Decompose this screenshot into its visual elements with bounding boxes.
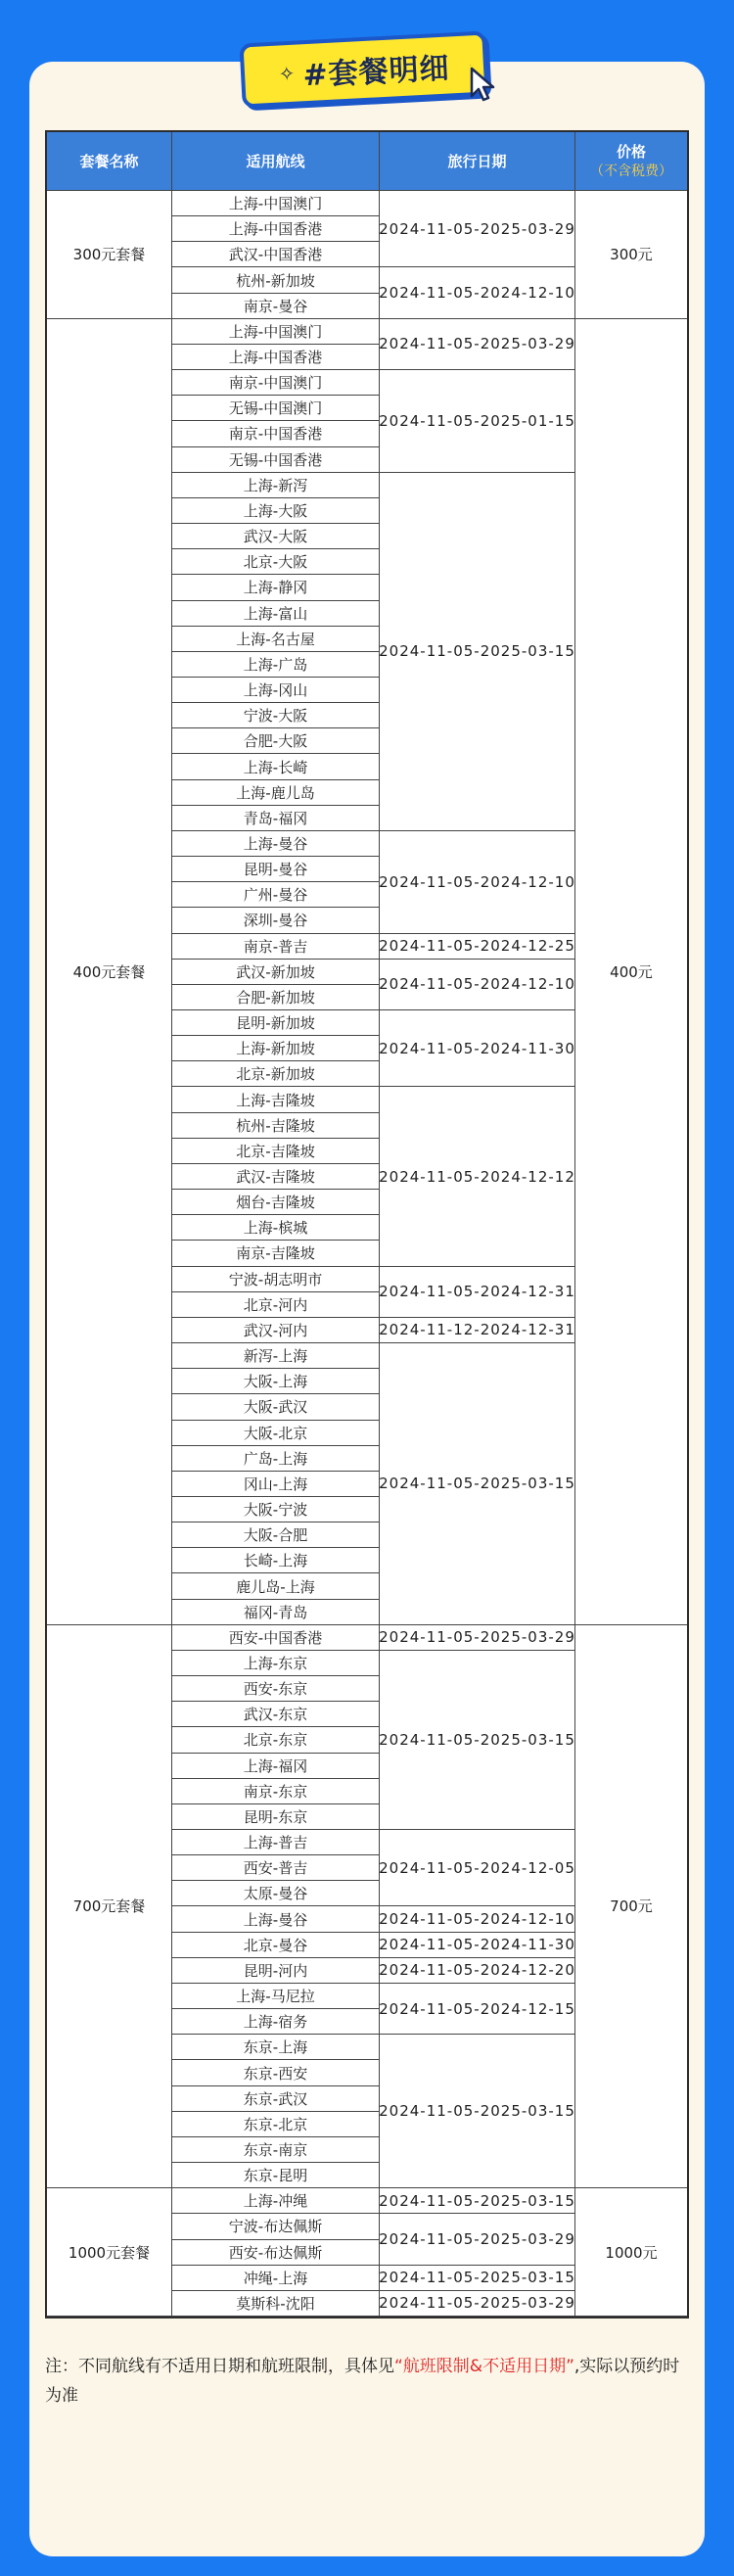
- route-cell: 冈山-上海: [172, 1472, 380, 1497]
- route-cell: 无锡-中国澳门: [172, 396, 380, 421]
- date-cell: 2024-11-05-2025-03-29: [380, 2291, 575, 2317]
- route-cell: 上海-新加坡: [172, 1036, 380, 1061]
- package-name: 1000元套餐: [47, 2188, 172, 2317]
- route-cell: 大阪-宁波: [172, 1497, 380, 1522]
- date-cell: 2024-11-05-2025-03-29: [380, 319, 575, 370]
- route-cell: 莫斯科-沈阳: [172, 2291, 380, 2317]
- route-cell: 武汉-吉隆坡: [172, 1164, 380, 1190]
- route-cell: 杭州-新加坡: [172, 267, 380, 293]
- route-cell: 新泻-上海: [172, 1343, 380, 1369]
- date-cell: 2024-11-05-2025-03-15: [380, 2188, 575, 2214]
- route-cell: 上海-中国香港: [172, 345, 380, 370]
- date-cell: 2024-11-05-2024-12-25: [380, 934, 575, 960]
- route-cell: 长崎-上海: [172, 1548, 380, 1573]
- route-cell: 南京-曼谷: [172, 294, 380, 319]
- header-package: 套餐名称: [47, 132, 172, 191]
- route-cell: 北京-河内: [172, 1292, 380, 1318]
- package-price: 300元: [575, 191, 687, 319]
- package-name: 300元套餐: [47, 191, 172, 319]
- route-cell: 合肥-大阪: [172, 728, 380, 754]
- footnote-link[interactable]: “航班限制&不适用日期”: [394, 2357, 574, 2376]
- route-cell: 大阪-武汉: [172, 1394, 380, 1420]
- route-cell: 东京-北京: [172, 2112, 380, 2137]
- route-cell: 上海-富山: [172, 601, 380, 627]
- route-cell: 昆明-河内: [172, 1958, 380, 1984]
- route-cell: 东京-昆明: [172, 2163, 380, 2188]
- route-cell: 南京-吉隆坡: [172, 1241, 380, 1266]
- date-cell: 2024-11-05-2024-12-10: [380, 1906, 575, 1932]
- date-cell: 2024-11-05-2024-12-15: [380, 1984, 575, 2035]
- route-cell: 烟台-吉隆坡: [172, 1190, 380, 1215]
- route-cell: 上海-冈山: [172, 678, 380, 703]
- footnote-prefix: 注：不同航线有不适用日期和航班限制，具体见: [45, 2357, 394, 2376]
- route-cell: 南京-中国澳门: [172, 370, 380, 396]
- date-cell: 2024-11-05-2025-03-29: [380, 2214, 575, 2265]
- route-cell: 东京-西安: [172, 2060, 380, 2085]
- date-cell: 2024-11-05-2024-12-20: [380, 1958, 575, 1984]
- route-cell: 武汉-河内: [172, 1318, 380, 1343]
- route-cell: 上海-吉隆坡: [172, 1087, 380, 1112]
- route-cell: 上海-中国澳门: [172, 191, 380, 216]
- route-cell: 合肥-新加坡: [172, 985, 380, 1010]
- route-cell: 广州-曼谷: [172, 882, 380, 908]
- route-cell: 武汉-东京: [172, 1702, 380, 1727]
- header-price-note: （不含税费）: [590, 163, 672, 179]
- route-cell: 太原-曼谷: [172, 1881, 380, 1906]
- route-cell: 深圳-曼谷: [172, 908, 380, 933]
- route-cell: 北京-新加坡: [172, 1061, 380, 1087]
- route-cell: 武汉-中国香港: [172, 242, 380, 267]
- route-cell: 大阪-合肥: [172, 1522, 380, 1548]
- date-cell: 2024-11-05-2025-03-15: [380, 1651, 575, 1830]
- date-cell: 2024-11-05-2024-12-05: [380, 1830, 575, 1906]
- route-cell: 西安-普吉: [172, 1855, 380, 1881]
- route-cell: 广岛-上海: [172, 1446, 380, 1472]
- route-cell: 北京-曼谷: [172, 1933, 380, 1958]
- route-cell: 上海-长崎: [172, 754, 380, 779]
- route-cell: 上海-中国香港: [172, 216, 380, 242]
- route-cell: 昆明-曼谷: [172, 857, 380, 882]
- route-cell: 上海-冲绳: [172, 2188, 380, 2214]
- route-cell: 西安-中国香港: [172, 1625, 380, 1651]
- route-cell: 上海-新泻: [172, 473, 380, 498]
- package-name: 700元套餐: [47, 1625, 172, 2188]
- date-cell: 2024-11-05-2024-11-30: [380, 1933, 575, 1958]
- date-cell: 2024-11-05-2025-01-15: [380, 370, 575, 473]
- cursor-icon: [466, 65, 505, 104]
- route-cell: 上海-普吉: [172, 1830, 380, 1855]
- route-cell: 宁波-布达佩斯: [172, 2214, 380, 2239]
- footnote-suffix: ,实际以预约时为准: [45, 2357, 680, 2406]
- route-cell: 上海-槟城: [172, 1215, 380, 1241]
- footnote: [45, 2352, 689, 2411]
- route-cell: 武汉-新加坡: [172, 960, 380, 985]
- route-cell: 上海-中国澳门: [172, 319, 380, 345]
- route-cell: 上海-宿务: [172, 2009, 380, 2035]
- route-cell: 昆明-东京: [172, 1804, 380, 1830]
- route-cell: 大阪-上海: [172, 1369, 380, 1394]
- route-cell: 上海-福冈: [172, 1754, 380, 1779]
- page-title: #套餐明细: [301, 51, 451, 94]
- date-cell: 2024-11-05-2025-03-29: [380, 1625, 575, 1651]
- date-cell: 2024-11-05-2024-12-10: [380, 960, 575, 1010]
- route-cell: 昆明-新加坡: [172, 1010, 380, 1036]
- route-cell: 宁波-大阪: [172, 703, 380, 728]
- package-price: 700元: [575, 1625, 687, 2188]
- route-cell: 北京-大阪: [172, 549, 380, 575]
- header-date: 旅行日期: [380, 132, 575, 191]
- date-cell: 2024-11-05-2024-12-10: [380, 831, 575, 934]
- route-cell: 青岛-福冈: [172, 806, 380, 831]
- date-cell: 2024-11-05-2025-03-15: [380, 2035, 575, 2188]
- package-price: 400元: [575, 319, 687, 1625]
- date-cell: 2024-11-05-2025-03-15: [380, 1343, 575, 1625]
- header-price-label: 价格: [616, 142, 646, 161]
- route-cell: 东京-上海: [172, 2035, 380, 2060]
- route-cell: 冲绳-上海: [172, 2266, 380, 2291]
- route-cell: 上海-东京: [172, 1651, 380, 1676]
- header-price: [575, 132, 687, 191]
- route-cell: 鹿儿岛-上海: [172, 1573, 380, 1599]
- route-cell: 东京-南京: [172, 2137, 380, 2163]
- date-cell: 2024-11-05-2024-12-31: [380, 1267, 575, 1318]
- date-cell: 2024-11-05-2024-12-10: [380, 267, 575, 318]
- route-cell: 无锡-中国香港: [172, 447, 380, 473]
- route-cell: 西安-布达佩斯: [172, 2240, 380, 2266]
- header-route: 适用航线: [172, 132, 380, 191]
- route-cell: 北京-东京: [172, 1727, 380, 1753]
- route-cell: 上海-鹿儿岛: [172, 780, 380, 806]
- route-cell: 上海-曼谷: [172, 1906, 380, 1932]
- route-cell: 北京-吉隆坡: [172, 1139, 380, 1164]
- route-cell: 大阪-北京: [172, 1421, 380, 1446]
- route-cell: 西安-东京: [172, 1676, 380, 1702]
- route-cell: 宁波-胡志明市: [172, 1267, 380, 1292]
- date-cell: 2024-11-05-2025-03-15: [380, 2266, 575, 2291]
- route-cell: 东京-武汉: [172, 2086, 380, 2112]
- route-cell: 南京-中国香港: [172, 421, 380, 446]
- date-cell: 2024-11-05-2025-03-15: [380, 473, 575, 831]
- package-price: 1000元: [575, 2188, 687, 2317]
- route-cell: 上海-静冈: [172, 575, 380, 600]
- package-table: [45, 130, 689, 2318]
- route-cell: 上海-广岛: [172, 652, 380, 678]
- title-tag: [239, 30, 488, 108]
- route-cell: 福冈-青岛: [172, 1600, 380, 1625]
- sparkle-icon: ✧: [278, 61, 297, 86]
- route-cell: 杭州-吉隆坡: [172, 1113, 380, 1139]
- date-cell: 2024-11-05-2025-03-29: [380, 191, 575, 267]
- route-cell: 上海-大阪: [172, 498, 380, 524]
- route-cell: 南京-普吉: [172, 934, 380, 960]
- package-name: 400元套餐: [47, 319, 172, 1625]
- date-cell: 2024-11-12-2024-12-31: [380, 1318, 575, 1343]
- date-cell: 2024-11-05-2024-12-12: [380, 1087, 575, 1266]
- route-cell: 上海-曼谷: [172, 831, 380, 857]
- route-cell: 上海-马尼拉: [172, 1984, 380, 2009]
- route-cell: 南京-东京: [172, 1779, 380, 1804]
- route-cell: 武汉-大阪: [172, 524, 380, 549]
- date-cell: 2024-11-05-2024-11-30: [380, 1010, 575, 1087]
- route-cell: 上海-名古屋: [172, 627, 380, 652]
